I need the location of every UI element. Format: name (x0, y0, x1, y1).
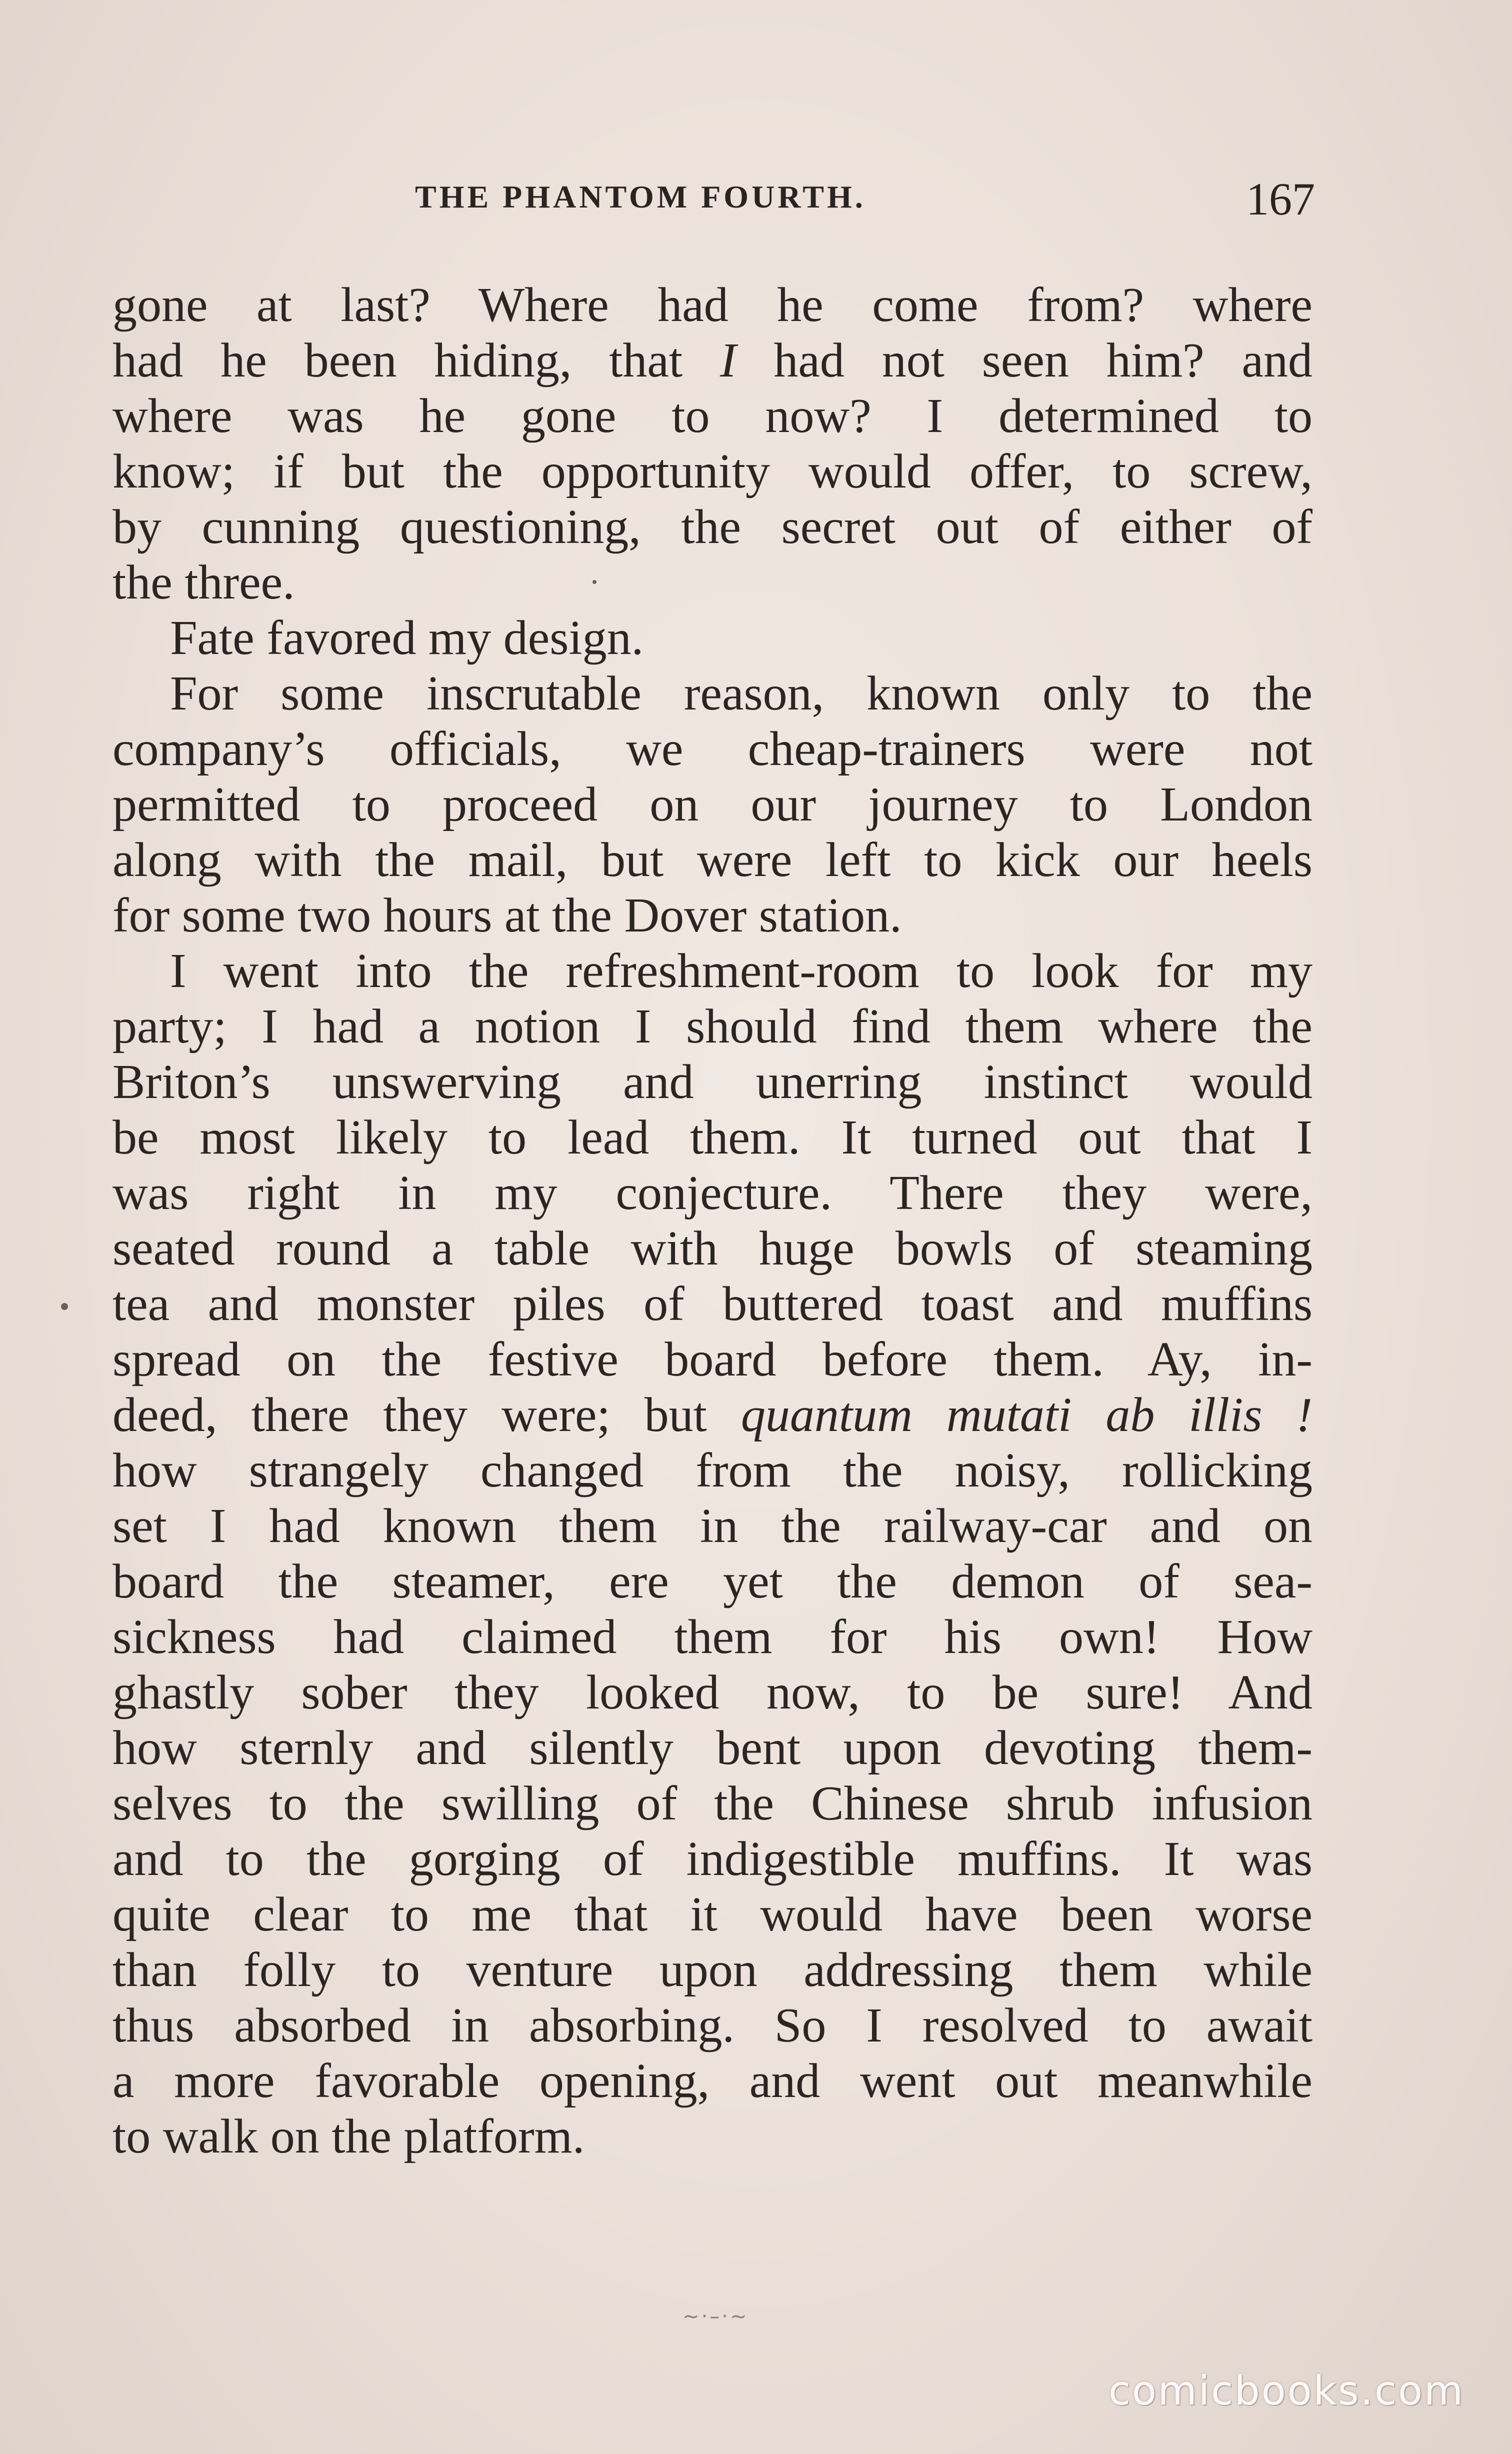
running-title: THE PHANTOM FOURTH. (415, 179, 866, 214)
body-text (112, 278, 1312, 2164)
text-line: how strangely changed from the noisy, rollicking (112, 1444, 1312, 1498)
text-line: ghastly sober they looked now, to be sure! And (112, 1666, 1312, 1720)
text-line: spread on the festive board before them. Ay, in- (112, 1332, 1312, 1386)
text-line: permitted to proceed on our journey to London (112, 778, 1312, 832)
text-line: seated round a table with huge bowls of steaming (112, 1222, 1312, 1276)
text-line: tea and monster piles of buttered toast and muffins (112, 1277, 1312, 1331)
italic-phrase: quantum mutati ab illis ! (740, 1388, 1312, 1442)
text-line: to walk on the platform. (112, 2110, 585, 2164)
text-line: by cunning questioning, the secret out of either of (112, 500, 1312, 554)
text-segment: deed, there they were; but (112, 1388, 741, 1442)
text-line: was right in my conjecture. There they were, (112, 1166, 1312, 1220)
text-line: Fate favored my design. (170, 611, 644, 665)
page-number: 167 (1246, 174, 1315, 224)
text-line (112, 333, 1312, 388)
text-line: for some two hours at the Dover station. (112, 888, 902, 942)
text-line: than folly to venture upon addressing them while (112, 1943, 1312, 1997)
text-line: and to the gorging of indigestible muffins. It was (112, 1832, 1312, 1886)
running-head (0, 172, 1315, 228)
text-line: For some inscrutable reason, known only to the (170, 666, 1312, 720)
text-line: know; if but the opportunity would offer, to screw, (112, 444, 1312, 498)
text-line: selves to the swilling of the Chinese shrub infusion (112, 1776, 1312, 1830)
text-line: where was he gone to now? I determined to (112, 389, 1312, 443)
text-line: sickness had claimed them for his own! How (112, 1610, 1312, 1664)
text-line: a more favorable opening, and went out meanwhile (112, 2054, 1312, 2108)
italic-word: I (720, 334, 736, 388)
text-line: gone at last? Where had he come from? where (112, 278, 1312, 332)
text-line: along with the mail, but were left to kick our heels (112, 833, 1312, 887)
ornament: ~·–·~ (682, 2305, 749, 2328)
text-line: set I had known them in the railway-car and on (112, 1499, 1312, 1553)
text-line: quite clear to me that it would have been worse (112, 1888, 1312, 1942)
text-line: Briton’s unswerving and unerring instinct would (112, 1055, 1312, 1109)
ink-speck (61, 1303, 68, 1310)
text-line: how sternly and silently bent upon devoting them- (112, 1721, 1312, 1775)
text-line: the three. (112, 556, 295, 610)
text-line (112, 1388, 1312, 1443)
text-line: thus absorbed in absorbing. So I resolved to await (112, 1998, 1312, 2052)
ink-speck (592, 580, 596, 584)
watermark-logo: comicbooks.com (1108, 2368, 1464, 2414)
text-segment: had not seen him? and (736, 334, 1312, 388)
text-line: I went into the refreshment-room to look for my (170, 944, 1312, 998)
text-line: company’s officials, we cheap-trainers were not (112, 722, 1312, 776)
text-line: be most likely to lead them. It turned out that I (112, 1110, 1312, 1164)
text-line: party; I had a notion I should find them where the (112, 1000, 1312, 1054)
text-segment: had he been hiding, that (112, 334, 720, 388)
text-line: board the steamer, ere yet the demon of sea- (112, 1554, 1312, 1608)
